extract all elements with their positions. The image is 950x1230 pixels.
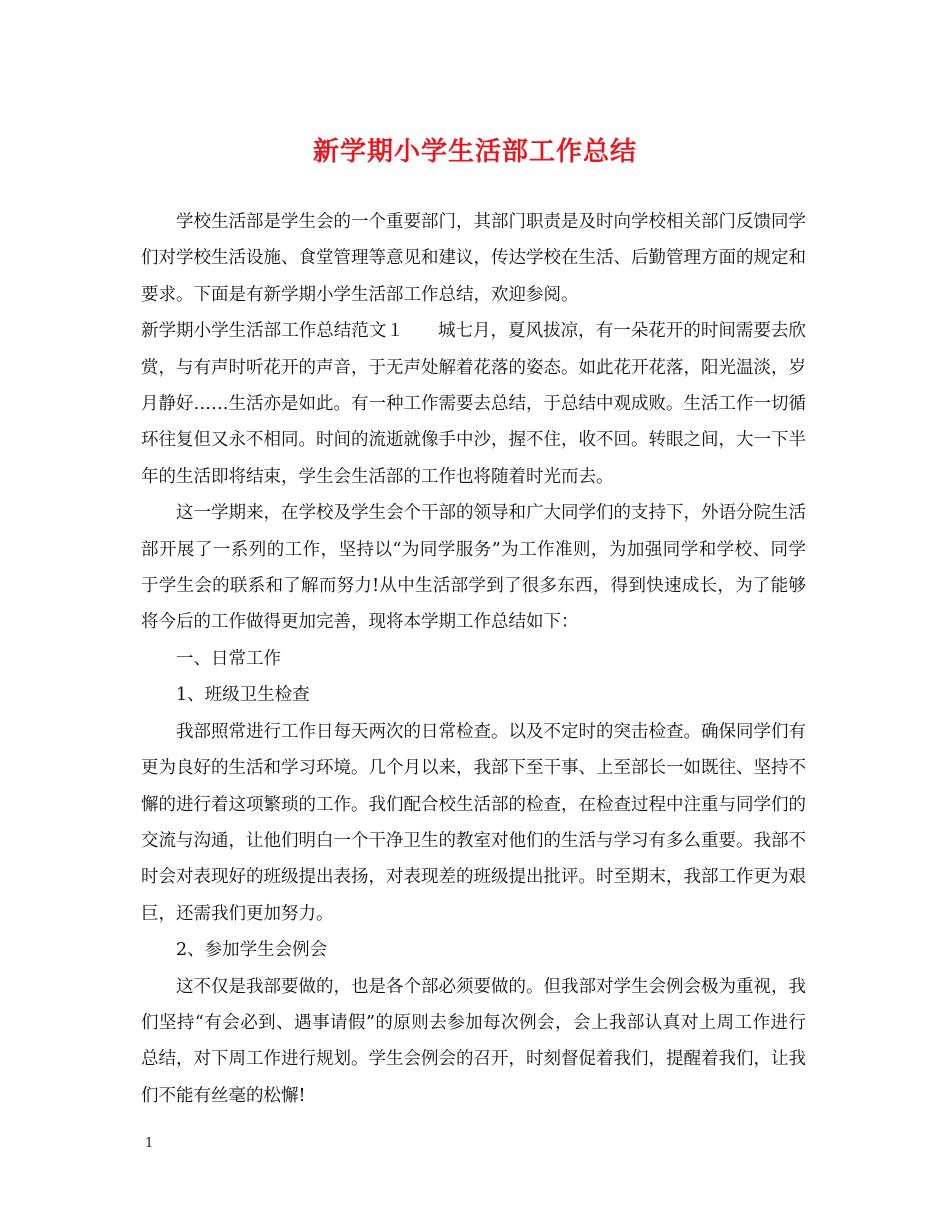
- section-heading-daily-work: 一、日常工作: [176, 648, 281, 669]
- subheading-class-hygiene: 1、班级卫生检查: [176, 685, 310, 706]
- semester-paragraph: 这一学期来，在学校及学生会个干部的领导和广大同学们的支持下，外语分院生活部开展了一系列的工作，坚持以“为同学服务”为工作准则，为加强同学和学校、同学于学生会的联系和了解而努力!从中生活部学到了很多东西，得到快速成长，为了能够将今后的工作做得更加完善，现将本学期工作总结如下：: [141, 503, 806, 633]
- sample-lead-text: 城七月，夏风拔凉，有一朵花开的时间需要去欣赏，与有声时听花开的声音，于无声处解着花落的姿态。如此花开花落，阳光温淡，岁月静好……生活亦是如此。有一种工作需要去总结，于总结中观成败。生活工作一切循环往复但又永不相同。时间的流逝就像手中沙，握不住，收不回。转眼之间，大一下半年的生活即将结束，学生会生活部的工作也将随着时光而去。: [141, 321, 807, 487]
- class-hygiene-paragraph: 我部照常进行工作日每天两次的日常检查。以及不定时的突击检查。确保同学们有更为良好的生活和学习环境。几个月以来，我部下至干事、上至部长一如既往、坚持不懈的进行着这项繁琐的工作。我们配合校生活部的检查，在检查过程中注重与同学们的交流与沟通，让他们明白一个干净卫生的教室对他们的生活与学习有多么重要。我部不时会对表现好的班级提出表扬，对表现差的班级提出批评。时至期末，我部工作更为艰巨，还需我们更加努力。: [141, 721, 806, 924]
- document-body: [141, 204, 806, 1114]
- subheading-council-meeting: 2、参加学生会例会: [176, 940, 328, 961]
- document-title: 新学期小学生活部工作总结: [312, 137, 637, 167]
- council-meeting-paragraph: 这不仅是我部要做的，也是各个部必须要做的。但我部对学生会例会极为重视，我们坚持“有会必到、遇事请假”的原则去参加每次例会，会上我部认真对上周工作进行总结，对下周工作进行规划。学生会例会的召开，时刻督促着我们，提醒着我们，让我们不能有丝毫的松懈!: [141, 976, 806, 1106]
- sample-paragraph: [141, 313, 806, 495]
- page-number: 1: [145, 1136, 154, 1151]
- intro-paragraph: 学校生活部是学生会的一个重要部门，其部门职责是及时向学校相关部门反馈同学们对学校生活设施、食堂管理等意见和建议，传达学校在生活、后勤管理方面的规定和要求。下面是有新学期小学生活部工作总结，欢迎参阅。: [141, 212, 806, 305]
- sample-heading: 新学期小学生活部工作总结范文１: [141, 321, 404, 342]
